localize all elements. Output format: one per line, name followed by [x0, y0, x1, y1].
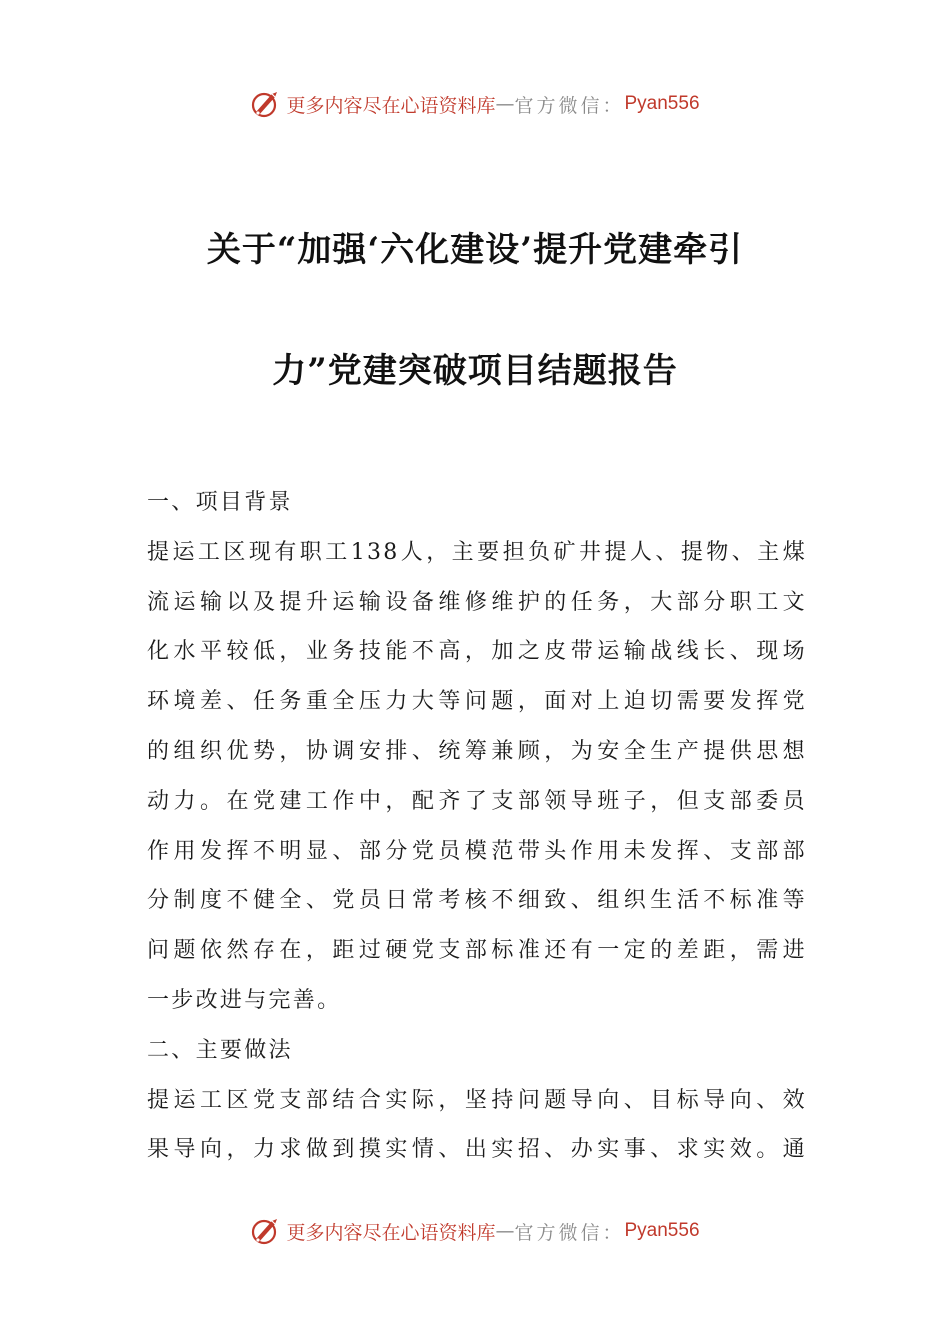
paragraph-line: 提运工区现有职工138人，主要担负矿井提人、提物、主煤 [147, 539, 807, 565]
watermark-main-text: 更多内容尽在心语资料库 [286, 94, 496, 117]
paragraph-line: 问题依然存在，距过硬党支部标准还有一定的差距，需进 [147, 938, 807, 964]
pen-logo-icon [250, 1215, 282, 1247]
paragraph-line: 的组织优势，协调安排、统筹兼顾，为安全生产提供思想 [147, 738, 807, 764]
paragraph-line: 一步改进与完善。 [147, 987, 342, 1013]
paragraph-line: 流运输以及提升运输设备维修维护的任务，大部分职工文 [147, 589, 807, 615]
pen-logo-icon [250, 88, 282, 120]
paragraph-line: 提运工区党支部结合实际，坚持问题导向、目标导向、效 [147, 1087, 807, 1113]
footer-watermark [0, 1211, 950, 1251]
watermark-wechat-id: Pyan556 [624, 93, 700, 114]
section-heading: 二、主要做法 [147, 1037, 293, 1063]
paragraph-line: 动力。在党建工作中，配齐了支部领导班子，但支部委员 [147, 788, 807, 814]
watermark-label: 官方微信： [514, 94, 625, 117]
section-heading: 一、项目背景 [147, 490, 293, 515]
paragraph-line: 果导向，力求做到摸实情、出实招、办实事、求实效。通 [147, 1137, 807, 1163]
watermark-label: 官方微信： [514, 1221, 625, 1244]
section-main-practices [147, 1026, 807, 1175]
section-background [147, 478, 807, 1026]
paragraph-line: 分制度不健全、党员日常考核不细致、组织生活不标准等 [147, 888, 807, 914]
document-title-line-1: 关于“加强‘六化建设’提升党建牵引 [206, 230, 744, 270]
document-body [147, 478, 807, 1175]
document-title-line-2: 力”党建突破项目结题报告 [272, 351, 678, 391]
watermark-wechat-id: Pyan556 [624, 1220, 700, 1241]
paragraph-line: 化水平较低，业务技能不高，加之皮带运输战线长、现场 [147, 639, 807, 665]
header-watermark [0, 84, 950, 124]
paragraph-line: 环境差、任务重全压力大等问题，面对上迫切需要发挥党 [147, 689, 807, 715]
watermark-dash: — [495, 93, 515, 115]
watermark-main-text: 更多内容尽在心语资料库 [286, 1221, 496, 1244]
paragraph-line: 作用发挥不明显、部分党员模范带头作用未发挥、支部部 [147, 838, 807, 864]
watermark-dash: — [495, 1220, 515, 1242]
